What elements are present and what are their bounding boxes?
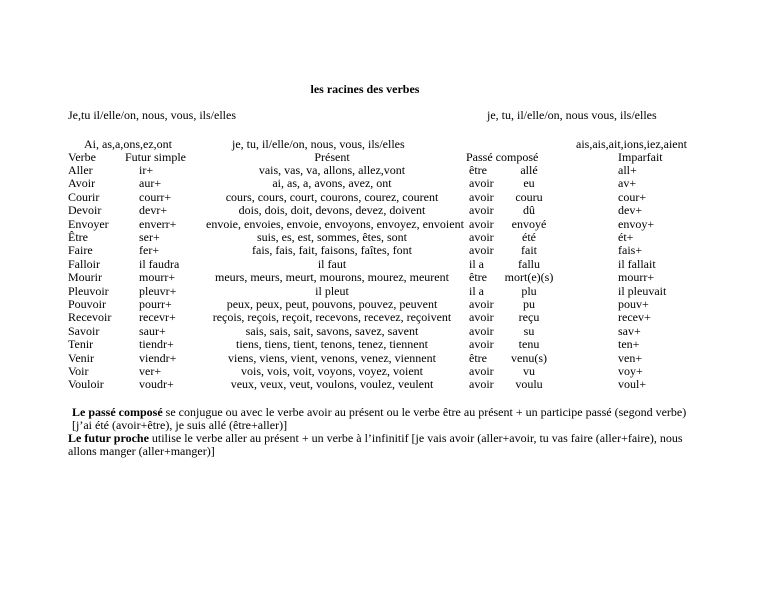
- imparfait-cell: av+: [618, 176, 637, 190]
- verb-cell: Venir: [68, 351, 94, 365]
- header-present: Présent: [314, 150, 350, 164]
- present-cell: cours, cours, court, courons, courez, courent: [225, 190, 439, 204]
- auxiliary-cell: avoir: [469, 310, 494, 324]
- participe-cell: venu(s): [511, 351, 547, 365]
- present-cell: vais, vas, va, allons, allez,vont: [258, 163, 406, 177]
- table-row: [0, 244, 768, 257]
- verb-cell: Être: [68, 230, 88, 244]
- present-cell: dois, dois, doit, devons, devez, doivent: [238, 203, 426, 217]
- imparfait-cell: dev+: [618, 203, 643, 217]
- verb-cell: Devoir: [68, 203, 102, 217]
- futur-cell: enverr+: [139, 217, 177, 231]
- participe-cell: tenu: [518, 337, 540, 351]
- futur-cell: courr+: [139, 190, 172, 204]
- participe-cell: allé: [520, 163, 538, 177]
- participe-cell: reçu: [518, 310, 540, 324]
- participe-cell: eu: [523, 176, 535, 190]
- table-row: [0, 271, 768, 284]
- grammar-notes: [68, 406, 708, 458]
- verb-cell: Aller: [68, 163, 93, 177]
- verb-cell: Tenir: [68, 337, 94, 351]
- table-row: [0, 177, 768, 190]
- futur-cell: ver+: [139, 364, 162, 378]
- participe-cell: voulu: [515, 377, 543, 391]
- present-cell: peux, peux, peut, pouvons, pouvez, peuvent: [226, 297, 438, 311]
- futur-cell: fer+: [139, 243, 160, 257]
- verb-cell: Vouloir: [68, 377, 104, 391]
- futur-cell: pleuvr+: [139, 284, 177, 298]
- verb-cell: Courir: [68, 190, 100, 204]
- auxiliary-cell: avoir: [469, 377, 494, 391]
- imparfait-cell: voy+: [618, 364, 643, 378]
- futur-cell: ir+: [139, 163, 154, 177]
- auxiliary-cell: avoir: [469, 364, 494, 378]
- header-futur: Futur simple: [125, 150, 187, 164]
- auxiliary-cell: il a: [469, 257, 484, 271]
- verb-cell: Pleuvoir: [68, 284, 109, 298]
- auxiliary-cell: avoir: [469, 217, 494, 231]
- present-cell: sais, sais, sait, savons, savez, savent: [245, 324, 419, 338]
- present-cell: envoie, envoies, envoie, envoyons, envoyez, envoient: [206, 217, 464, 231]
- futur-cell: tiendr+: [139, 337, 174, 351]
- subjects-left-label: Je,tu il/elle/on, nous, vous, ils/elles: [68, 108, 236, 122]
- imparfait-cell: mourr+: [618, 270, 655, 284]
- imparfait-cell: ven+: [618, 351, 643, 365]
- verb-cell: Falloir: [68, 257, 100, 271]
- auxiliary-cell: avoir: [469, 176, 494, 190]
- verb-cell: Faire: [68, 243, 93, 257]
- imparfait-cell: sav+: [618, 324, 641, 338]
- present-cell: tiens, tiens, tient, tenons, tenez, tiennent: [236, 337, 428, 351]
- imparfait-cell: pouv+: [618, 297, 649, 311]
- participe-cell: su: [523, 324, 535, 338]
- present-cell: fais, fais, fait, faisons, faîtes, font: [252, 243, 412, 257]
- futur-cell: saur+: [139, 324, 166, 338]
- imparfait-cell: il pleuvait: [618, 284, 667, 298]
- participe-cell: fait: [521, 243, 537, 257]
- futur-cell: devr+: [139, 203, 168, 217]
- imparfait-cell: fais+: [618, 243, 643, 257]
- present-cell: meurs, meurs, meurt, mourons, mourez, meurent: [215, 270, 449, 284]
- header-passe-compose: Passé composé: [466, 150, 539, 164]
- imparfait-endings-label: ais,ais,ait,ions,iez,aient: [576, 137, 687, 151]
- futur-cell: recevr+: [139, 310, 176, 324]
- auxiliary-cell: il a: [469, 284, 484, 298]
- present-cell: veux, veux, veut, voulons, voulez, veulent: [230, 377, 434, 391]
- participe-cell: mort(e)(s): [504, 270, 554, 284]
- participe-cell: envoyé: [511, 217, 547, 231]
- participe-cell: fallu: [518, 257, 540, 271]
- passe-compose-term: Le passé composé: [72, 405, 163, 419]
- table-row: [0, 204, 768, 217]
- participe-cell: été: [522, 230, 536, 244]
- passe-compose-text: se conjugue ou avec le verbe avoir au présent ou le verbe être au présent + un participe passé (segond verbe) [j’ai été (avoir+être), je suis allé (être+aller)]: [72, 405, 687, 432]
- auxiliary-cell: être: [469, 351, 487, 365]
- verb-cell: Avoir: [68, 176, 96, 190]
- auxiliary-cell: avoir: [469, 243, 494, 257]
- present-cell: ai, as, a, avons, avez, ont: [272, 176, 392, 190]
- imparfait-cell: all+: [618, 163, 637, 177]
- participe-cell: couru: [515, 190, 543, 204]
- futur-cell: mourr+: [139, 270, 176, 284]
- present-cell: il pleut: [315, 284, 349, 298]
- futur-cell: pourr+: [139, 297, 172, 311]
- present-cell: vois, vois, voit, voyons, voyez, voient: [241, 364, 423, 378]
- participe-cell: pu: [523, 297, 535, 311]
- page-title: les racines des verbes: [310, 82, 420, 96]
- header-verbe: Verbe: [68, 150, 96, 164]
- auxiliary-cell: être: [469, 270, 487, 284]
- imparfait-cell: ten+: [618, 337, 640, 351]
- participe-cell: vu: [523, 364, 535, 378]
- table-row: [0, 378, 768, 391]
- futur-cell: aur+: [139, 176, 162, 190]
- future-endings-label: Ai, as,a,ons,ez,ont: [84, 137, 172, 151]
- table-row: [0, 338, 768, 351]
- imparfait-cell: cour+: [618, 190, 647, 204]
- present-cell: viens, viens, vient, venons, venez, viennent: [228, 351, 436, 365]
- present-cell: suis, es, est, sommes, êtes, sont: [257, 230, 407, 244]
- verb-cell: Envoyer: [68, 217, 109, 231]
- auxiliary-cell: avoir: [469, 203, 494, 217]
- present-persons-label: je, tu, il/elle/on, nous, vous, ils/elles: [232, 137, 405, 151]
- imparfait-cell: envoy+: [618, 217, 655, 231]
- passe-compose-note: [68, 406, 708, 432]
- futur-proche-note: [68, 432, 708, 458]
- futur-proche-text: utilise le verbe aller au présent + un verbe à l’infinitif [je vais avoir (aller+avoir, tu vas faire (aller+faire), nous allons manger (aller+manger)]: [68, 431, 683, 458]
- futur-proche-term: Le futur proche: [68, 431, 149, 445]
- auxiliary-cell: avoir: [469, 190, 494, 204]
- auxiliary-cell: avoir: [469, 337, 494, 351]
- participe-cell: plu: [521, 284, 537, 298]
- verb-cell: Mourir: [68, 270, 102, 284]
- present-cell: il faut: [317, 257, 347, 271]
- participe-cell: dû: [523, 203, 535, 217]
- table-row: [0, 311, 768, 324]
- imparfait-cell: ét+: [618, 230, 634, 244]
- futur-cell: ser+: [139, 230, 160, 244]
- auxiliary-cell: avoir: [469, 230, 494, 244]
- subjects-right-label: je, tu, il/elle/on, nous vous, ils/elles: [487, 108, 657, 122]
- verb-cell: Savoir: [68, 324, 100, 338]
- futur-cell: voudr+: [139, 377, 174, 391]
- futur-cell: viendr+: [139, 351, 177, 365]
- imparfait-cell: recev+: [618, 310, 651, 324]
- imparfait-cell: il fallait: [618, 257, 656, 271]
- present-cell: reçois, reçois, reçoit, recevons, recevez, reçoivent: [212, 310, 452, 324]
- verb-cell: Pouvoir: [68, 297, 107, 311]
- auxiliary-cell: avoir: [469, 297, 494, 311]
- verb-cell: Voir: [68, 364, 89, 378]
- auxiliary-cell: être: [469, 163, 487, 177]
- header-imparfait: Imparfait: [618, 150, 663, 164]
- verb-cell: Recevoir: [68, 310, 112, 324]
- futur-cell: il faudra: [139, 257, 180, 271]
- auxiliary-cell: avoir: [469, 324, 494, 338]
- imparfait-cell: voul+: [618, 377, 647, 391]
